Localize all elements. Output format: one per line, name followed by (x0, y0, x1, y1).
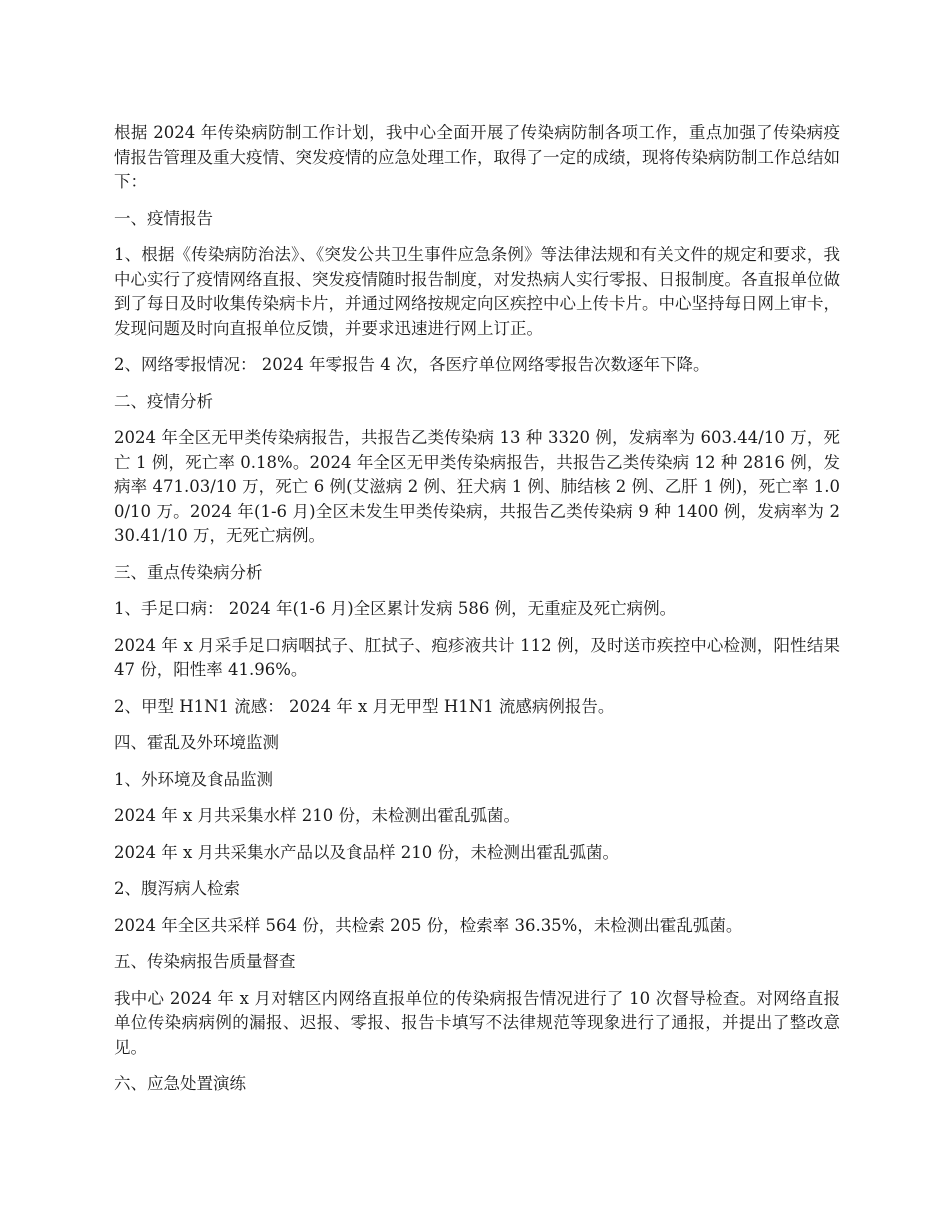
paragraph-environment-food: 1、外环境及食品监测 (114, 769, 273, 789)
paragraph-diarrhea-stats: 2024 年全区共采样 564 份，共检索 205 份，检索率 36.35%，未检测出霍乱弧菌。 (114, 915, 743, 935)
paragraph-h1n1: 2、甲型 H1N1 流感： 2024 年 x 月无甲型 H1N1 流感病例报告。 (114, 696, 615, 716)
section-heading-key-diseases: 三、重点传染病分析 (114, 562, 263, 582)
section-heading-quality-inspection: 五、传染病报告质量督查 (114, 952, 296, 971)
paragraph-epidemic-stats: 2024 年全区无甲类传染病报告，共报告乙类传染病 13 种 3320 例，发病率为 603.44/10 万，死亡 1 例，死亡率 0.18%。2024 年全区无甲类传染病报告，共报告乙类传染病 12 种 2816 例，发病率 471.03/10 万，死亡 6 例(艾滋病 2 例、狂犬病 1 例、肺结核 2 例、乙肝 1 例)，死亡率 1.00/10 万。2024 年(1-6 月)全区未发生甲类传染病，共报告乙类传染病 9 种 1400 例，发病率为 230.41/10 万，无死亡病例。 (114, 428, 840, 545)
paragraph-inspection: 我中心 2024 年 x 月对辖区内网络直报单位的传染病报告情况进行了 10 次督导检查。对网络直报单位传染病病例的漏报、迟报、零报、报告卡填写不法律规范等现象进行了通报，并提出了整改意见。 (114, 988, 840, 1057)
paragraph-hfmd: 1、手足口病： 2024 年(1-6 月)全区累计发病 586 例，无重症及死亡病例。 (114, 599, 677, 618)
section-heading-epidemic-report: 一、疫情报告 (114, 208, 213, 228)
paragraph-diarrhea-search: 2、腹泻病人检索 (114, 879, 240, 898)
paragraph-hfmd-samples: 2024 年 x 月采手足口病咽拭子、肛拭子、疱疹液共计 112 例，及时送市疾控中心检测，阳性结果 47 份，阳性率 41.96%。 (114, 635, 840, 679)
section-heading-epidemic-analysis: 二、疫情分析 (114, 391, 213, 411)
paragraph-food-samples: 2024 年 x 月共采集水产品以及食品样 210 份，未检测出霍乱弧菌。 (114, 842, 620, 862)
intro-paragraph: 根据 2024 年传染病防制工作计划，我中心全面开展了传染病防制各项工作，重点加强了传染病疫情报告管理及重大疫情、突发疫情的应急处理工作，取得了一定的成绩，现将传染病防制工作总结如下： (114, 123, 840, 191)
paragraph-water-samples: 2024 年 x 月共采集水样 210 份，未检测出霍乱弧菌。 (114, 806, 521, 825)
section-heading-cholera-monitoring: 四、霍乱及外环境监测 (114, 733, 279, 752)
paragraph-reporting-system: 1、根据《传染病防治法》、《突发公共卫生事件应急条例》等法律法规和有关文件的规定和要求，我 中心实行了疫情网络直报、突发疫情随时报告制度，对发热病人实行零报、日报制度。各直报单位做到了每日及时收集传染病卡片，并通过网络按规定向区疾控中心上传卡片。中心坚持每日网上审卡，发现问题及时向直报单位反馈，并要求迅速进行网上订正。 (114, 245, 840, 338)
paragraph-zero-report: 2、网络零报情况： 2024 年零报告 4 次，各医疗单位网络零报告次数逐年下降。 (114, 355, 710, 374)
section-heading-emergency-drill: 六、应急处置演练 (114, 1074, 246, 1093)
